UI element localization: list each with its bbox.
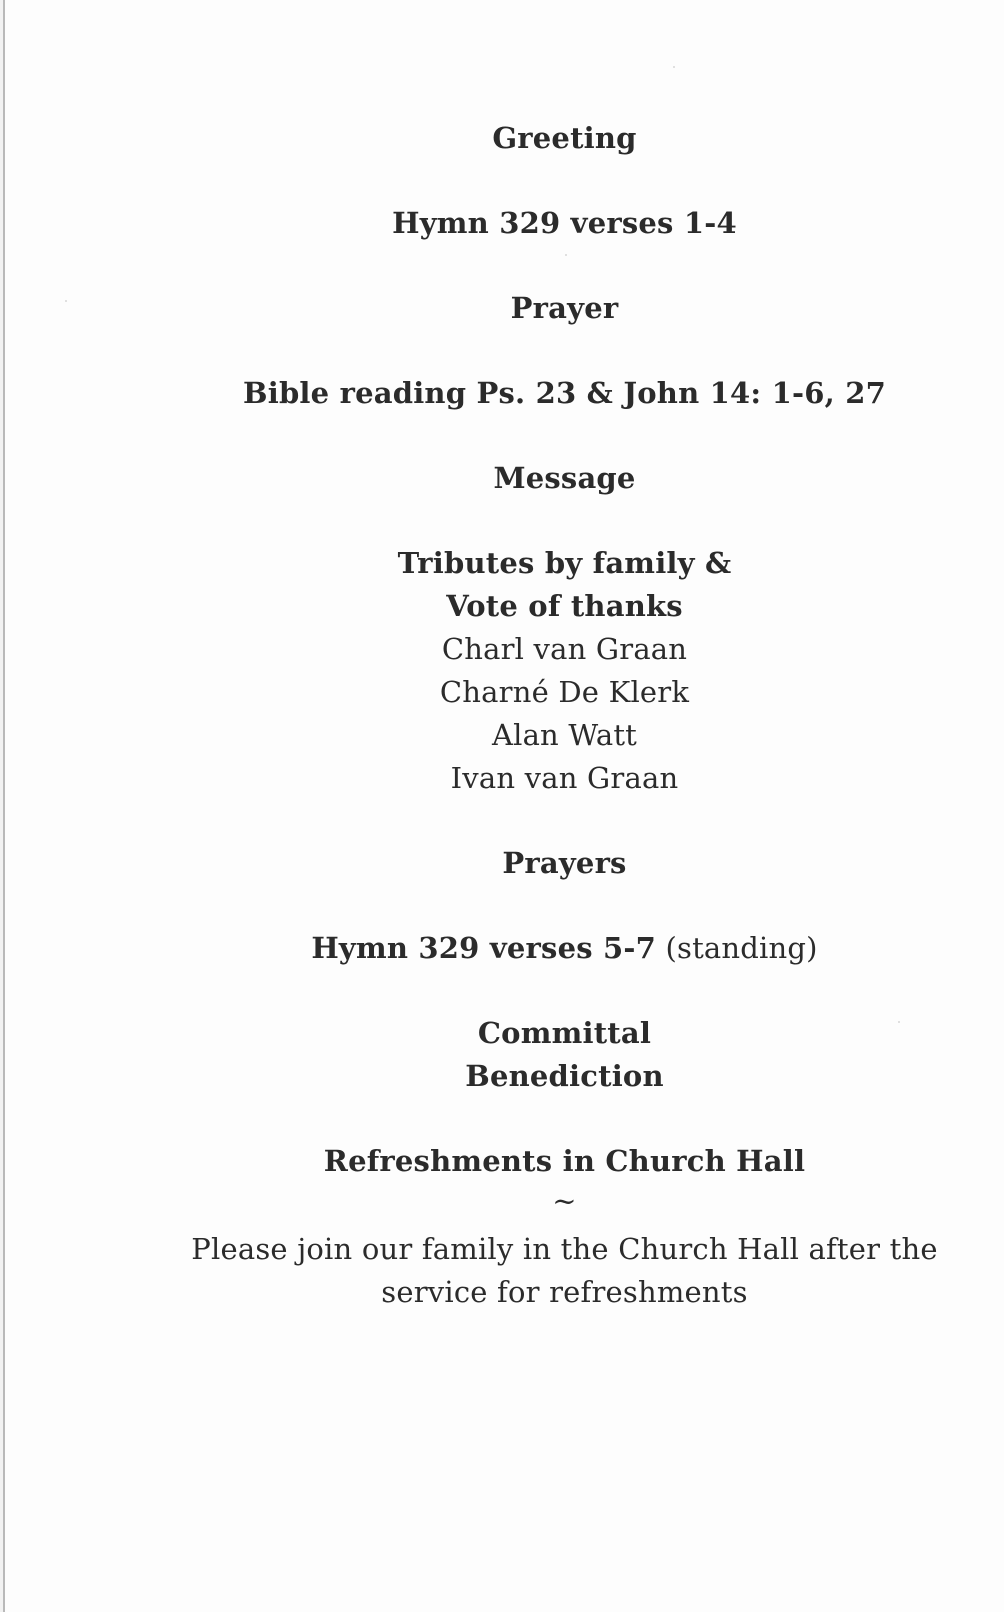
program-page (3, 0, 1004, 1612)
paper-speck (65, 300, 67, 302)
item-closing-hymn (5, 930, 1004, 966)
invitation-line1: Please join our family in the Church Hall after the (191, 1232, 938, 1266)
item-committal: Committal (477, 1016, 652, 1050)
item-bible-reading: Bible reading Ps. 23 & John 14: 1-6, 27 (243, 376, 886, 410)
item-prayers: Prayers (502, 846, 627, 880)
item-benediction: Benediction (465, 1059, 664, 1093)
item-opening-hymn: Hymn 329 verses 1-4 (392, 206, 737, 240)
paper-speck (898, 1021, 900, 1023)
paper-speck (565, 254, 567, 256)
paper-speck (673, 66, 675, 68)
item-refreshments: Refreshments in Church Hall (323, 1144, 806, 1178)
closing-hymn-note: (standing) (665, 931, 818, 965)
speaker-name: Charl van Graan (441, 632, 688, 666)
closing-hymn-title: Hymn 329 verses 5-7 (311, 931, 657, 965)
tilde-separator: ~ (552, 1184, 577, 1218)
speaker-name: Alan Watt (491, 718, 638, 752)
speaker-name: Ivan van Graan (450, 761, 679, 795)
item-tributes-line2: Vote of thanks (446, 589, 683, 623)
speaker-name: Charné De Klerk (439, 675, 690, 709)
item-tributes-line1: Tributes by family & (397, 546, 732, 580)
item-prayer: Prayer (510, 291, 619, 325)
item-greeting: Greeting (492, 121, 637, 155)
invitation-line2: service for refreshments (381, 1275, 748, 1309)
item-message: Message (493, 461, 636, 495)
